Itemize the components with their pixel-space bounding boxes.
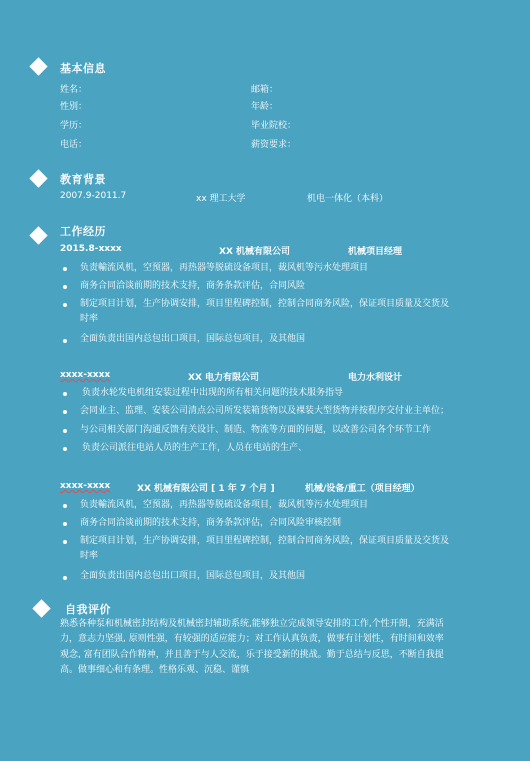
job-duty: 会同业主、监理、安装公司清点公司所发装箱货物以及裸装大型货物并按程序交付业主单位； [80,406,450,416]
job-position: 机械项目经理 [348,247,403,257]
self-evaluation-title: 自我评价 [65,603,111,616]
job-company: XX 机械有限公司 [219,247,291,257]
bullet-icon [63,303,67,307]
job-duty: 全面负责出国内总包出口项目，国际总包项目，及其他国 [80,571,306,581]
email-label: 邮箱： [251,85,279,95]
bullet-icon [63,285,67,289]
self-evaluation-line: 高。做事细心和有条理。性格乐观、沉稳、谨慎 [60,665,250,675]
salary-label: 薪资要求： [251,140,297,150]
name-label: 姓名： [60,85,88,95]
basic-title: 基本信息 [60,62,106,75]
job-duty: 与公司相关部门沟通反馈有关设计、制造、物流等方面的问题，以改善公司各个环节工作 [80,425,432,435]
self-evaluation-line: 力，意志力坚强, 原则性强，有较强的适应能力；对工作认真负责，做事有计划性，有时间和效率 [60,634,444,644]
job-duty: 商务合同洽谈前期的技术支持，商务条款评估，合同风险审核控制 [80,518,342,528]
education-school: xx 理工大学 [196,194,246,204]
job-duty: 负责輸流风机，空预器，再热器等脱硫设备项目，裁风机等污水处理项目 [80,500,369,510]
bullet-icon [63,540,67,544]
section-marker-icon [29,57,47,75]
education-major: 机电一体化（本科） [307,194,389,204]
job-position: 电力水利设计 [348,373,403,383]
self-evaluation-line: 熟悉各种泵和机械密封结构及机械密封辅助系统,能够独立完成领导安排的工作,个性开朗，充满活 [60,619,444,629]
education-title: 教育背景 [60,173,106,186]
job-company: XX 机械有限公司 [ 1 年 7 个月 ] [137,484,275,494]
bullet-icon [63,522,67,526]
phone-label: 电话： [60,140,88,150]
job-duty-continued: 时率 [80,551,99,561]
bullet-icon [63,410,67,414]
bullet-icon [63,447,67,451]
bullet-icon [63,576,67,580]
bullet-icon [63,339,67,343]
degree-label: 学历： [60,121,88,131]
bullet-icon [63,267,67,271]
job-period: xxxx-xxxx [60,370,111,380]
bullet-icon [63,504,67,508]
section-marker-icon [32,599,50,617]
job-duty: 制定项目计划，生产协调安排，项目里程碑控制，控制合同商务风险，保证项目质量及交货及 [80,299,450,309]
bullet-icon [63,429,67,433]
section-marker-icon [29,169,47,187]
school-label: 毕业院校： [251,121,297,131]
job-duty-continued: 时率 [80,314,99,324]
job-position: 机械/设备/重工（项目经理） [305,484,420,494]
job-duty: 商务合同洽谈前期的技术支持，商务条款评估，合同风险 [80,281,306,291]
bullet-icon [63,392,67,396]
job-duty: 负责輸流风机，空预器，再热器等脱硫设备项目，裁风机等污水处理项目 [80,263,369,273]
job-duty: 负责公司派往电站人员的生产工作，人员在电站的生产、 [82,443,308,453]
work-title: 工作经历 [60,225,106,238]
job-duty: 制定项目计划，生产协调安排，项目里程碑控制，控制合同商务风险，保证项目质量及交货及 [80,536,450,546]
gender-label: 性别： [60,102,88,112]
job-duty: 全面负责出国内总包出口项目，国际总包项目，及其他国 [80,334,306,344]
age-label: 年龄： [251,102,279,112]
section-marker-icon [29,226,47,244]
self-evaluation-line: 观念, 富有团队合作精神，并且善于与人交流，乐于接受新的挑战。勤于总结与反思，不断自我提 [60,650,444,660]
job-period: 2015.8-xxxx [60,244,122,254]
job-company: XX 电力有限公司 [188,373,260,383]
education-period: 2007.9-2011.7 [60,191,127,201]
job-period: xxxx-xxxx [60,481,111,491]
job-duty: 负责水轮发电机组安装过程中出现的所有相关问题的技术服务指导 [82,388,344,398]
